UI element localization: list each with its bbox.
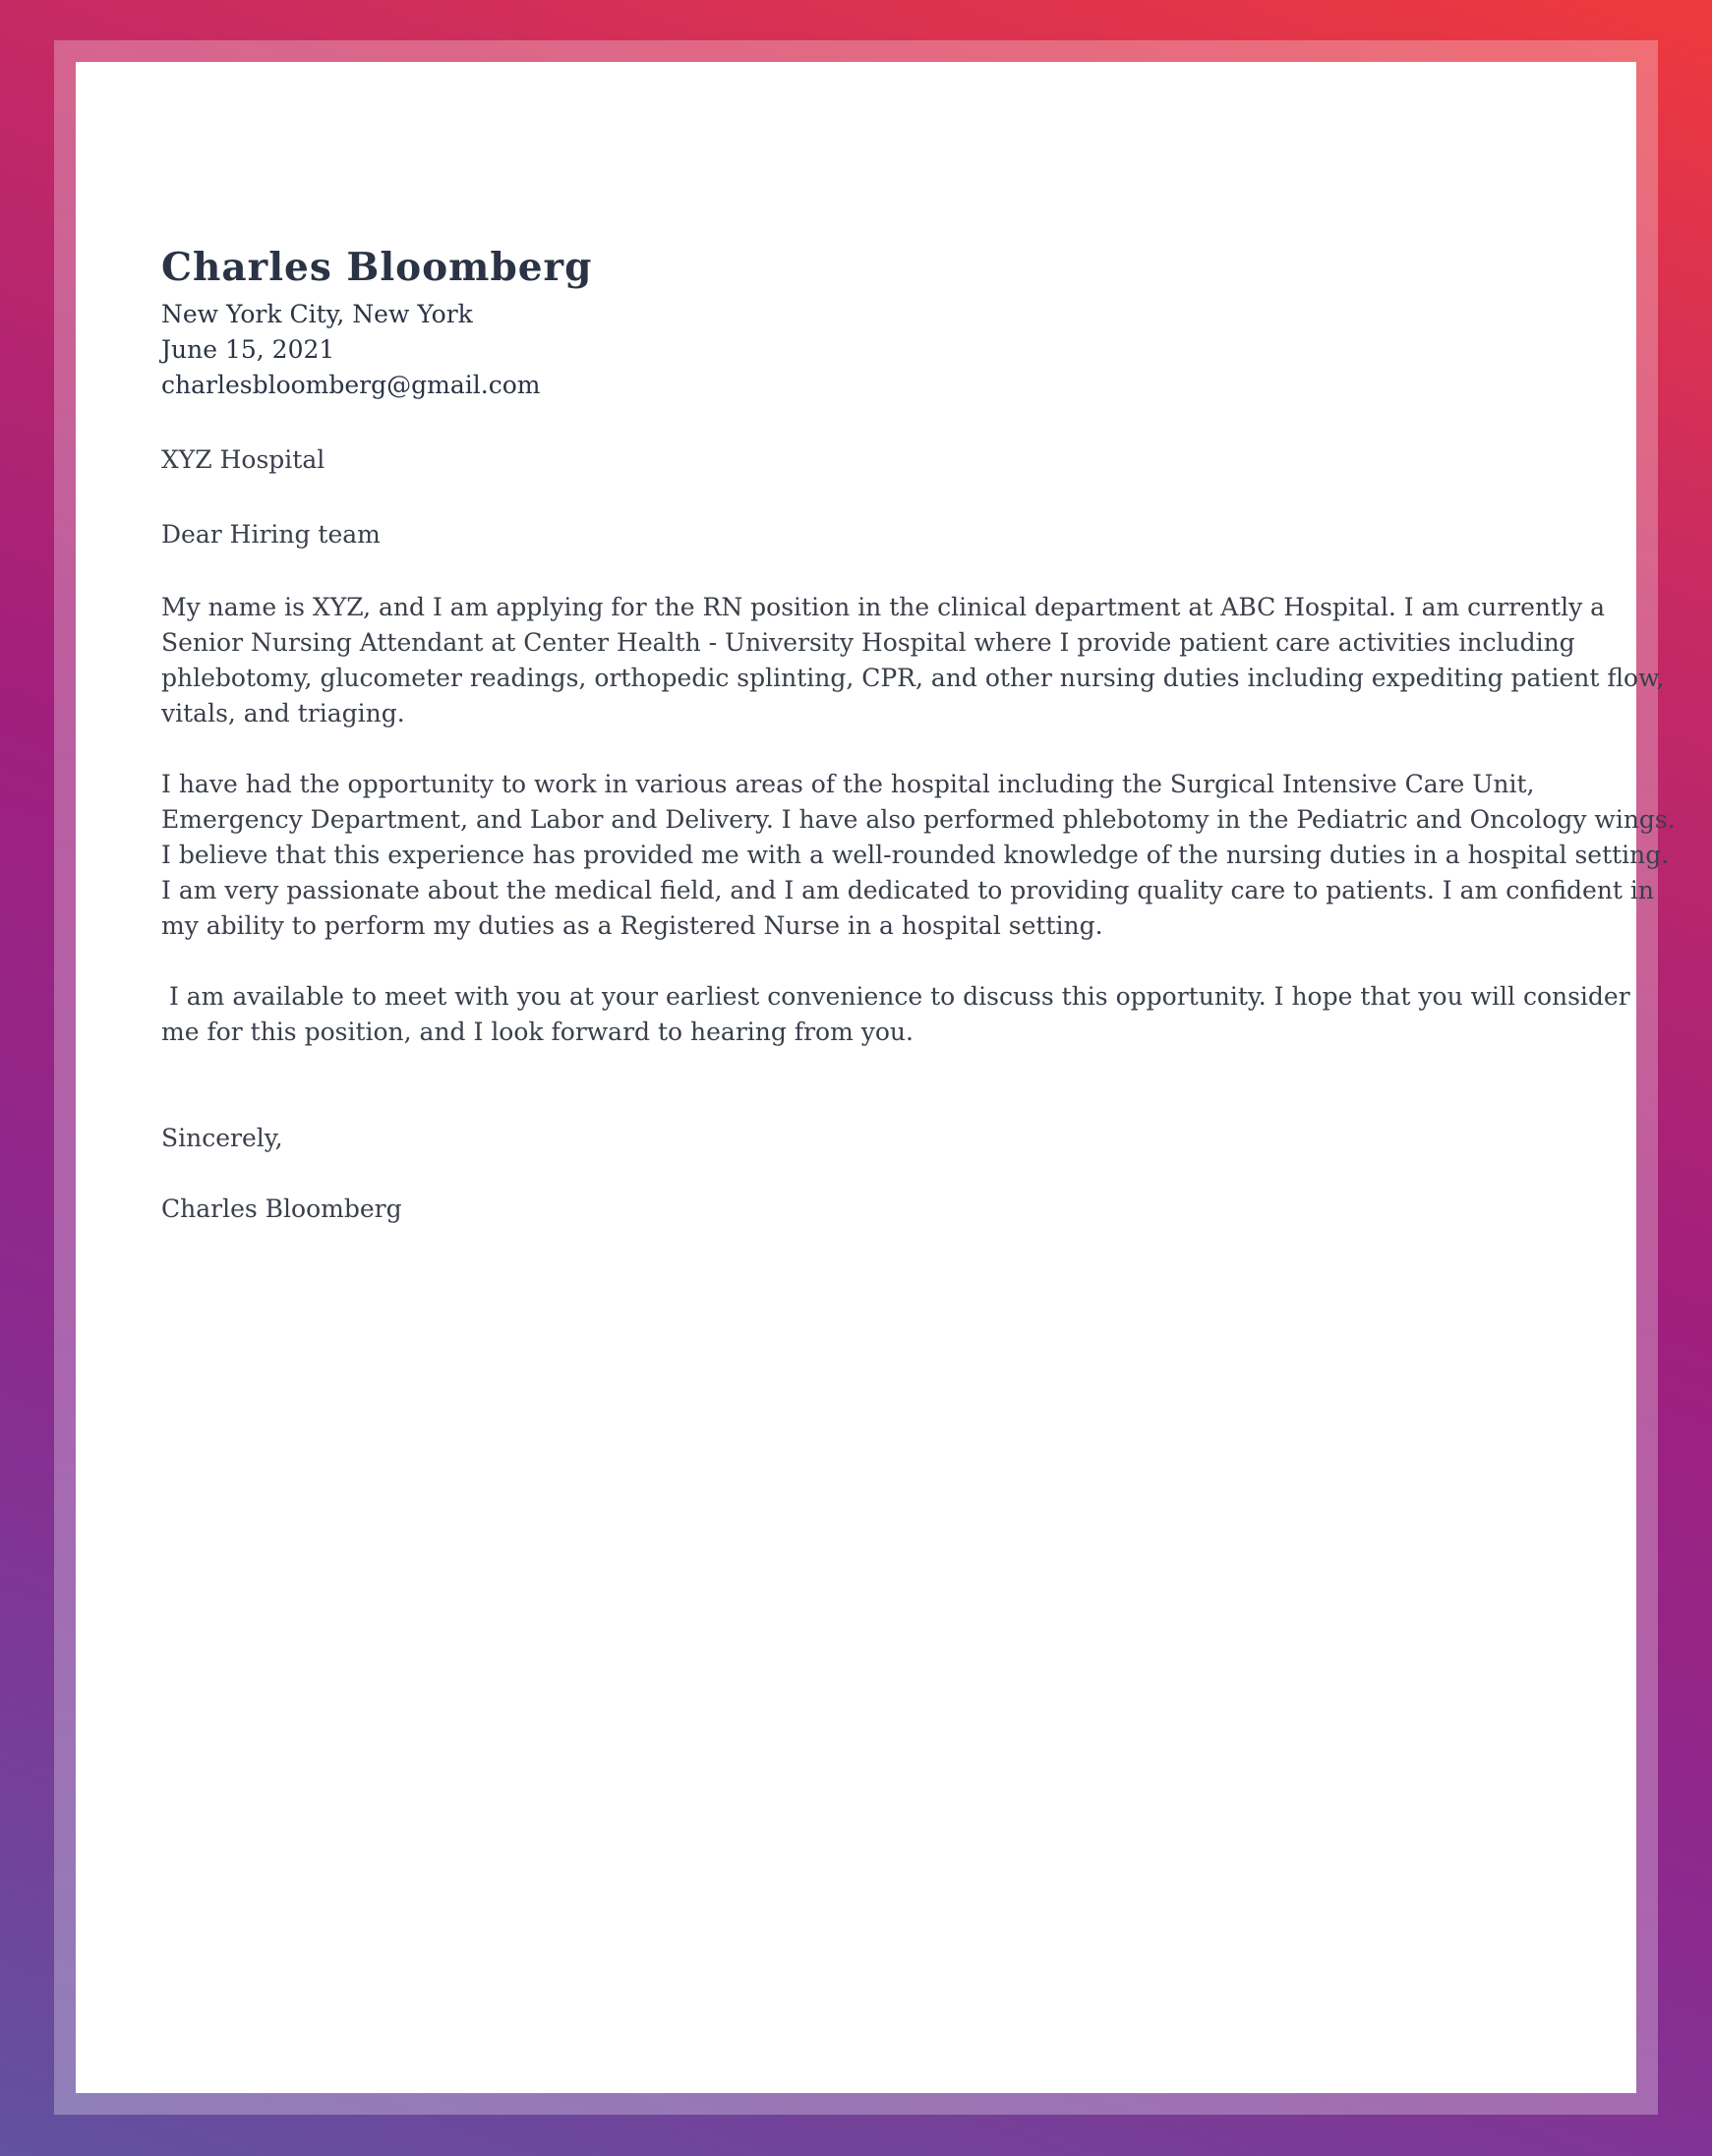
sender-location: New York City, New York bbox=[161, 299, 473, 328]
paragraph-line: I am available to meet with you at your earliest convenience to discuss this opportunity. I hope that you will consider bbox=[161, 981, 1630, 1011]
letter-date: June 15, 2021 bbox=[161, 334, 335, 364]
body-paragraph-2 bbox=[161, 767, 1676, 944]
paragraph-line: I have had the opportunity to work in various areas of the hospital including the Surgical Intensive Care Unit, bbox=[161, 769, 1535, 798]
paragraph-line: vitals, and triaging. bbox=[161, 698, 405, 728]
recipient: XYZ Hospital bbox=[161, 444, 325, 474]
body-paragraph-3 bbox=[161, 979, 1636, 1050]
signature: Charles Bloomberg bbox=[161, 1194, 402, 1223]
paragraph-line: phlebotomy, glucometer readings, orthopedic splinting, CPR, and other nursing duties including expediting patient flow, bbox=[161, 663, 1665, 692]
paragraph-line: My name is XYZ, and I am applying for the RN position in the clinical department at ABC Hospital. I am currently a bbox=[161, 592, 1606, 621]
paragraph-line: I believe that this experience has provided me with a well-rounded knowledge of the nursing duties in a hospital setting. bbox=[161, 840, 1670, 869]
paragraph-line: my ability to perform my duties as a Registered Nurse in a hospital setting. bbox=[161, 910, 1103, 940]
sender-contact bbox=[161, 297, 1636, 403]
paragraph-line: me for this position, and I look forward to hearing from you. bbox=[161, 1017, 914, 1046]
paragraph-line: Emergency Department, and Labor and Delivery. I have also performed phlebotomy in the Pediatric and Oncology wings. bbox=[161, 804, 1676, 834]
paragraph-line: Senior Nursing Attendant at Center Health - University Hospital where I provide patient care activities including bbox=[161, 627, 1575, 657]
letter-content bbox=[161, 245, 1676, 1227]
sender-name: Charles Bloomberg bbox=[161, 245, 593, 290]
closing: Sincerely, bbox=[161, 1123, 283, 1152]
sender-email: charlesbloomberg@gmail.com bbox=[161, 370, 541, 399]
letter-paper bbox=[76, 62, 1676, 2093]
paragraph-line: I am very passionate about the medical field, and I am dedicated to providing quality care to patients. I am confident in bbox=[161, 875, 1655, 904]
salutation: Dear Hiring team bbox=[161, 519, 381, 549]
body-paragraph-1 bbox=[161, 590, 1665, 731]
